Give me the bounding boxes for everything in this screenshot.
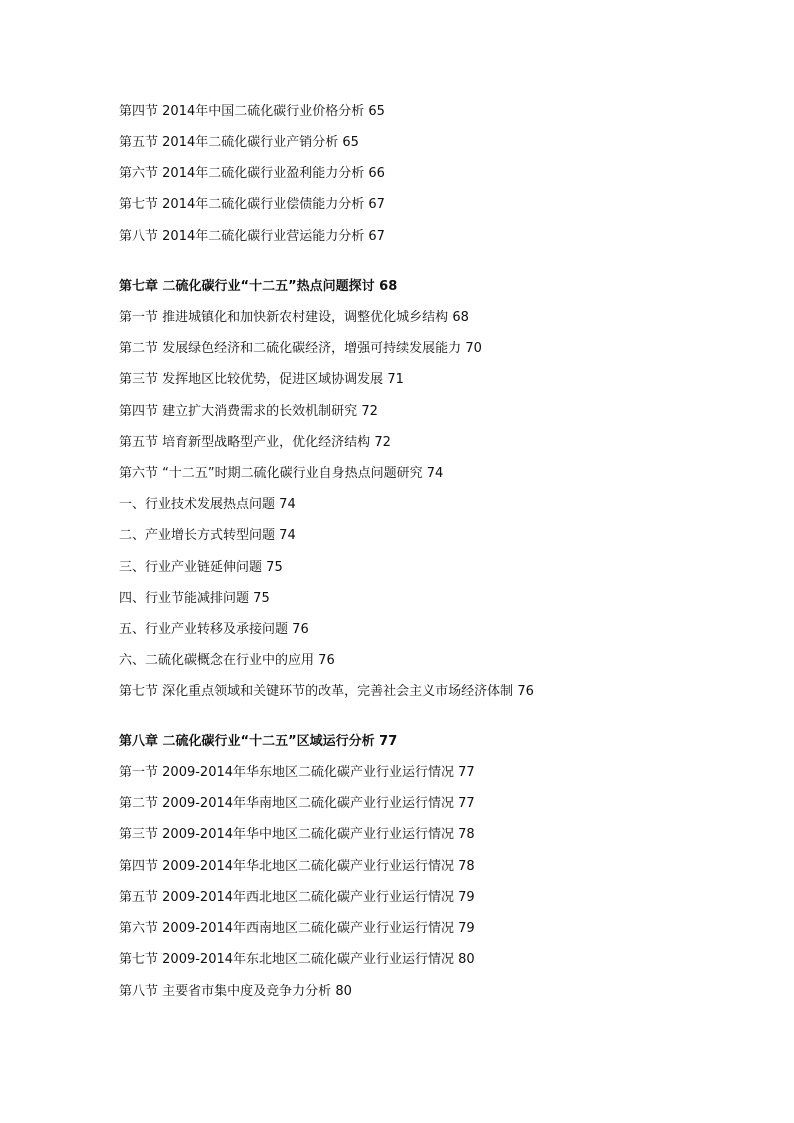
toc-entry-label: 第八节 — [119, 984, 159, 999]
toc-entry-title: 2014年二硫化碳行业产销分析 — [162, 135, 339, 150]
toc-entry — [119, 921, 475, 937]
toc-entry-page: 77 — [458, 796, 475, 811]
toc-chapter-title: 二硫化碳行业“十二五”区域运行分析 — [162, 734, 375, 749]
toc-entry-label: 第五节 — [119, 435, 159, 450]
toc-entry-title: 二硫化碳概念在行业中的应用 — [145, 653, 315, 668]
toc-entry-title: 深化重点领域和关键环节的改革，完善社会主义市场经济体制 — [162, 684, 514, 699]
toc-entry — [119, 622, 309, 638]
toc-entry-page: 74 — [426, 466, 444, 481]
toc-entry-title: 2014年二硫化碳行业偿债能力分析 — [162, 197, 365, 212]
toc-entry-page: 78 — [458, 827, 475, 842]
toc-entry — [119, 827, 475, 843]
toc-entry-title: 产业增长方式转型问题 — [145, 528, 276, 543]
toc-entry — [119, 166, 385, 182]
toc-entry-label: 第六节 — [119, 921, 159, 936]
toc-entry-page: 68 — [452, 310, 469, 325]
toc-entry-title: 推进城镇化和加快新农村建设，调整优化城乡结构 — [162, 310, 449, 325]
toc-entry — [119, 890, 475, 906]
toc-entry-label: 四、 — [119, 591, 146, 606]
toc-entry-label: 六、 — [119, 653, 146, 668]
toc-chapter-heading — [119, 279, 397, 295]
toc-entry-page: 66 — [368, 166, 385, 181]
toc-chapter-page: 77 — [379, 734, 398, 749]
toc-chapter-title: 二硫化碳行业“十二五”热点问题探讨 — [162, 279, 375, 294]
toc-entry — [119, 341, 482, 357]
toc-entry-page: 71 — [387, 372, 404, 387]
toc-entry-label: 第六节 — [119, 466, 159, 481]
toc-entry — [119, 135, 359, 151]
toc-entry-page: 76 — [292, 622, 309, 637]
toc-entry — [119, 229, 385, 245]
toc-entry — [119, 653, 335, 669]
toc-entry-label: 第六节 — [119, 166, 159, 181]
toc-entry-page: 72 — [374, 435, 391, 450]
toc-entry-label: 第一节 — [119, 765, 159, 780]
toc-entry-title: 2014年二硫化碳行业盈利能力分析 — [162, 166, 365, 181]
toc-entry-page: 65 — [368, 104, 385, 119]
toc-entry-page: 80 — [335, 984, 352, 999]
toc-chapter-page: 68 — [379, 279, 398, 294]
toc-entry-label: 第七节 — [119, 197, 159, 212]
toc-entry-title: 发展绿色经济和二硫化碳经济，增强可持续发展能力 — [162, 341, 462, 356]
toc-entry-page: 79 — [458, 890, 475, 905]
toc-entry-title: 2009-2014年西北地区二硫化碳产业行业运行情况 — [162, 890, 455, 905]
toc-entry — [119, 952, 475, 968]
toc-entry-label: 第四节 — [119, 104, 159, 119]
toc-entry-label: 三、 — [119, 560, 146, 575]
toc-entry-label: 五、 — [119, 622, 146, 637]
toc-chapter-label: 第七章 — [119, 279, 159, 294]
toc-entry — [119, 497, 296, 513]
toc-entry-title: 行业节能减排问题 — [145, 591, 250, 606]
toc-entry-page: 72 — [361, 404, 378, 419]
toc-entry-title: 建立扩大消费需求的长效机制研究 — [162, 404, 358, 419]
toc-entry-label: 一、 — [119, 497, 146, 512]
toc-entry-title: 行业技术发展热点问题 — [145, 497, 276, 512]
toc-entry — [119, 404, 378, 420]
toc-entry-page: 70 — [465, 341, 482, 356]
toc-entry-title: 2009-2014年东北地区二硫化碳产业行业运行情况 — [162, 952, 455, 967]
toc-entry — [119, 796, 475, 812]
toc-entry — [119, 984, 352, 1000]
toc-entry — [119, 560, 283, 576]
toc-entry-label: 第五节 — [119, 135, 159, 150]
toc-entry-title: 2009-2014年西南地区二硫化碳产业行业运行情况 — [162, 921, 455, 936]
toc-entry-label: 第四节 — [119, 859, 159, 874]
toc-entry-title: 2009-2014年华北地区二硫化碳产业行业运行情况 — [162, 859, 455, 874]
toc-entry-page: 65 — [342, 135, 359, 150]
toc-entry — [119, 591, 270, 607]
toc-entry-label: 第四节 — [119, 404, 159, 419]
toc-entry-page: 75 — [253, 591, 270, 606]
toc-entry — [119, 372, 404, 388]
toc-entry-label: 二、 — [119, 528, 146, 543]
toc-entry — [119, 197, 385, 213]
toc-entry-label: 第八节 — [119, 229, 159, 244]
toc-entry-page: 76 — [318, 653, 335, 668]
toc-entry-page: 78 — [458, 859, 475, 874]
toc-entry-page: 76 — [517, 684, 534, 699]
toc-entry — [119, 528, 296, 544]
toc-entry-label: 第七节 — [119, 684, 159, 699]
toc-entry-page: 77 — [458, 765, 475, 780]
toc-entry-title: 2009-2014年华东地区二硫化碳产业行业运行情况 — [162, 765, 455, 780]
toc-chapter-label: 第八章 — [119, 734, 159, 749]
toc-entry — [119, 310, 469, 326]
toc-entry-label: 第二节 — [119, 796, 159, 811]
toc-entry-page: 74 — [279, 528, 296, 543]
toc-entry-page: 67 — [368, 197, 385, 212]
toc-entry-page: 80 — [458, 952, 475, 967]
toc-entry — [119, 104, 385, 120]
toc-entry-label: 第二节 — [119, 341, 159, 356]
toc-chapter-heading — [119, 734, 397, 750]
toc-entry-label: 第五节 — [119, 890, 159, 905]
toc-entry-label: 第一节 — [119, 310, 159, 325]
toc-entry-title: 2009-2014年华中地区二硫化碳产业行业运行情况 — [162, 827, 455, 842]
toc-entry-page: 75 — [266, 560, 283, 575]
toc-entry — [119, 435, 391, 451]
toc-entry-title: 培育新型战略型产业，优化经济结构 — [162, 435, 371, 450]
toc-entry-title: 主要省市集中度及竞争力分析 — [162, 984, 332, 999]
toc-entry-title: “十二五”时期二硫化碳行业自身热点问题研究 — [162, 466, 423, 481]
toc-entry-label: 第三节 — [119, 827, 159, 842]
toc-entry-label: 第三节 — [119, 372, 159, 387]
toc-entry — [119, 466, 443, 482]
toc-entry — [119, 765, 475, 781]
toc-entry-title: 行业产业链延伸问题 — [145, 560, 263, 575]
toc-entry-label: 第七节 — [119, 952, 159, 967]
toc-entry-page: 67 — [368, 229, 385, 244]
toc-entry-title: 2014年二硫化碳行业营运能力分析 — [162, 229, 365, 244]
toc-entry-page: 79 — [458, 921, 475, 936]
toc-entry-title: 2009-2014年华南地区二硫化碳产业行业运行情况 — [162, 796, 455, 811]
toc-entry — [119, 859, 475, 875]
toc-entry — [119, 684, 534, 700]
toc-entry-title: 发挥地区比较优势，促进区域协调发展 — [162, 372, 384, 387]
toc-entry-title: 2014年中国二硫化碳行业价格分析 — [162, 104, 365, 119]
toc-entry-page: 74 — [279, 497, 296, 512]
toc-entry-title: 行业产业转移及承接问题 — [145, 622, 289, 637]
